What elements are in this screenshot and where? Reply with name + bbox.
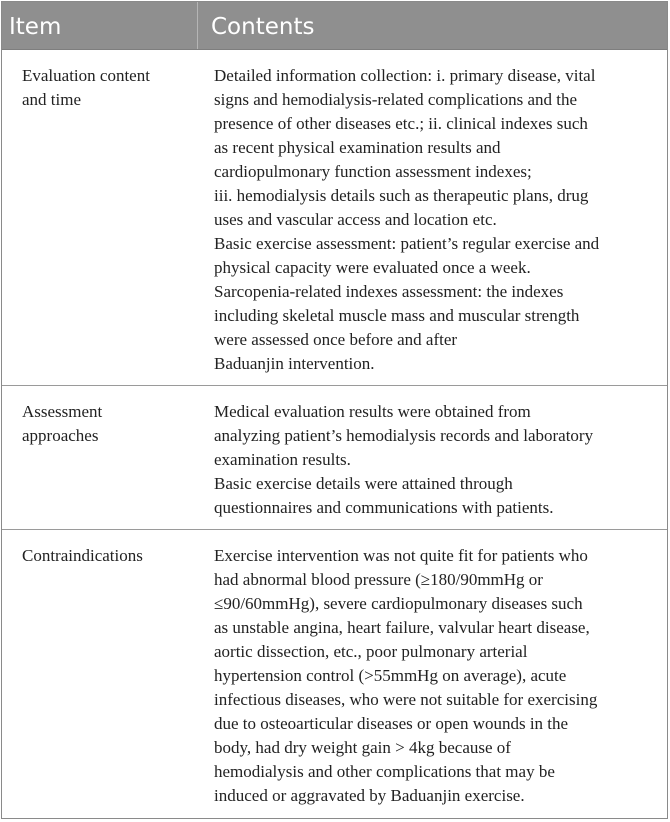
content-line: due to osteoarticular diseases or open wounds in the — [214, 714, 569, 733]
content-line: Basic exercise assessment: patient’s regular exercise and — [214, 234, 600, 253]
table-row — [2, 50, 667, 386]
content-line: Medical evaluation results were obtained from — [214, 402, 531, 421]
table-header-row — [2, 2, 667, 50]
content-line: as recent physical examination results and — [214, 138, 501, 157]
content-line: as unstable angina, heart failure, valvular heart disease, — [214, 618, 590, 637]
content-line: questionnaires and communications with patients. — [214, 498, 554, 517]
table-row — [2, 530, 667, 818]
content-line: Exercise intervention was not quite fit for patients who — [214, 546, 588, 565]
content-line: examination results. — [214, 450, 351, 469]
requirements-table — [1, 1, 668, 819]
item-line: and time — [22, 90, 82, 109]
content-line: induced or aggravated by Baduanjin exercise. — [214, 786, 525, 805]
table-row — [2, 386, 667, 530]
content-line: Detailed information collection: i. primary disease, vital — [214, 66, 596, 85]
item-cell — [22, 64, 192, 112]
content-line: iii. hemodialysis details such as therapeutic plans, drug — [214, 186, 589, 205]
content-line: uses and vascular access and location etc. — [214, 210, 497, 229]
item-line: Evaluation content — [22, 66, 150, 85]
content-line: cardiopulmonary function assessment indexes; — [214, 162, 532, 181]
item-line: approaches — [22, 426, 99, 445]
content-line: ≤90/60mmHg), severe cardiopulmonary diseases such — [214, 594, 583, 613]
item-cell — [22, 400, 192, 448]
item-line: Contraindications — [22, 546, 143, 565]
content-line: Basic exercise details were attained through — [214, 474, 513, 493]
item-line: Assessment — [22, 402, 103, 421]
content-line: infectious diseases, who were not suitable for exercising — [214, 690, 598, 709]
contents-cell — [214, 64, 654, 376]
content-line: Baduanjin intervention. — [214, 354, 375, 373]
content-line: aortic dissection, etc., poor pulmonary arterial — [214, 642, 528, 661]
content-line: body, had dry weight gain > 4kg because of — [214, 738, 511, 757]
content-line: analyzing patient’s hemodialysis records and laboratory — [214, 426, 594, 445]
content-line: including skeletal muscle mass and muscular strength — [214, 306, 580, 325]
header-item: Item — [9, 14, 62, 40]
contents-cell — [214, 544, 654, 808]
content-line: physical capacity were evaluated once a week. — [214, 258, 531, 277]
content-line: had abnormal blood pressure (≥180/90mmHg or — [214, 570, 543, 589]
content-line: presence of other diseases etc.; ii. clinical indexes such — [214, 114, 588, 133]
item-cell — [22, 544, 192, 568]
content-line: signs and hemodialysis-related complications and the — [214, 90, 578, 109]
content-line: Sarcopenia-related indexes assessment: the indexes — [214, 282, 564, 301]
header-column-divider — [197, 2, 198, 49]
contents-cell — [214, 400, 654, 520]
content-line: hypertension control (>55mmHg on average), acute — [214, 666, 567, 685]
content-line: hemodialysis and other complications that may be — [214, 762, 555, 781]
content-line: were assessed once before and after — [214, 330, 458, 349]
header-contents: Contents — [211, 14, 315, 40]
